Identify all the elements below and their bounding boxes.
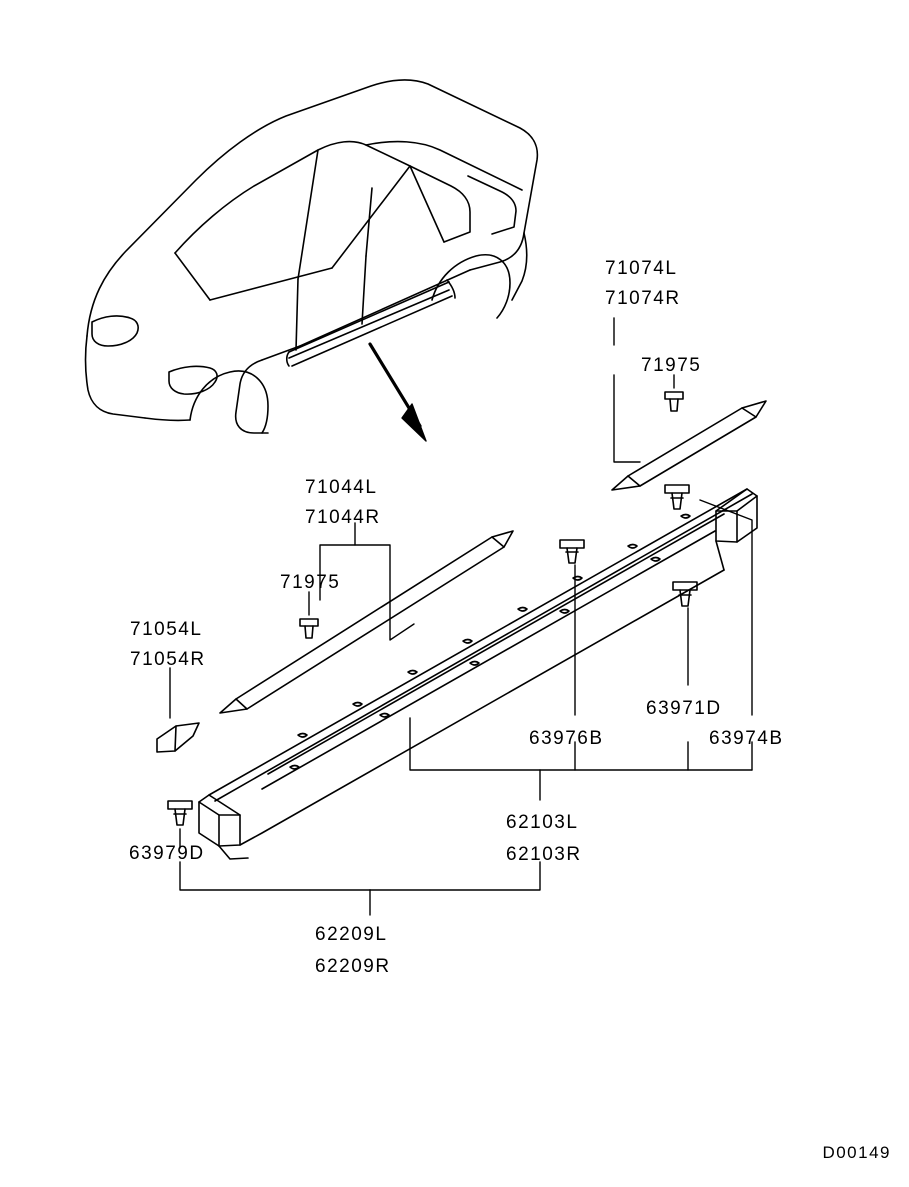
clip-63971D	[673, 582, 697, 606]
part-71054-endcap	[157, 723, 199, 752]
figure-number: D00149	[822, 1143, 891, 1162]
callout-71044R: 71044R	[305, 507, 381, 528]
callout-62103L: 62103L	[506, 812, 579, 833]
part-62103-side-sill	[199, 489, 757, 859]
callout-71054R: 71054R	[130, 649, 206, 670]
callout-71074R: 71074R	[605, 288, 681, 309]
callout-63971D: 63971D	[646, 698, 722, 719]
clip-63974B	[665, 485, 689, 509]
vehicle-illustration	[86, 80, 538, 433]
callout-63976B: 63976B	[529, 728, 604, 749]
part-71044-garnish	[220, 531, 513, 713]
clip-63979D	[168, 801, 192, 825]
clip-63976B	[560, 540, 584, 563]
callout-71074L: 71074L	[605, 258, 678, 279]
clip-71975-lower	[300, 619, 318, 638]
leader-lines	[170, 318, 752, 915]
callout-63979D: 63979D	[129, 843, 205, 864]
part-71074-garnish	[612, 401, 766, 490]
callout-71054L: 71054L	[130, 619, 203, 640]
callout-62103R: 62103R	[506, 844, 582, 865]
direction-arrow	[370, 344, 426, 441]
callout-71975-upper: 71975	[641, 355, 702, 376]
callout-62209R: 62209R	[315, 956, 391, 977]
callout-63974B: 63974B	[709, 728, 784, 749]
callout-62209L: 62209L	[315, 924, 388, 945]
callout-71044L: 71044L	[305, 477, 378, 498]
clip-71975-upper	[665, 392, 683, 411]
callout-71975-lower: 71975	[280, 572, 341, 593]
